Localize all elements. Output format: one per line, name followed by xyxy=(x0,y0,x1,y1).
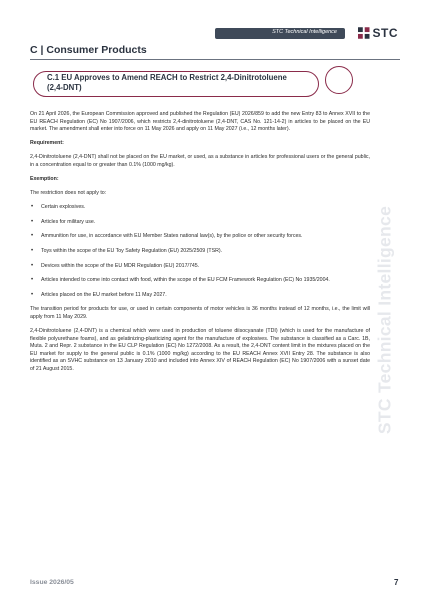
stc-logo xyxy=(358,25,398,41)
section-title: C | Consumer Products xyxy=(30,44,147,56)
background-paragraph: 2,4-Dinitrotoluene (2,4-DNT) is a chemical which were used in production of toluene diisocyanate (TDI) (which is used for the manufacture of flexible polyurethane foams), and as gelatinizing-plasticizing agent for the manufacture of explosives. The substance is classified as a Carc. 1B, Muta. 2 and Repr. 2 substance in the EU CLP Regulation (EC) No 1272/2008. As a result, the 2,4-DNT content limit in the mixtures placed on the EU market for supply to the general public is 0.1% (1000 mg/kg) according to the EU REACH Annex XVII Entry 28. The substance is also identified as an SVHC substance on 13 January 2010 and included into Annex XIV of REACH Regulation (EC) No 1907/2006 with a sunset date of 21 August 2015. xyxy=(30,328,370,373)
transition-paragraph: The transition period for products for use, or used in certain components of motor vehicles is 36 months instead of 12 months, i.e., the limit will apply from 11 May 2029. xyxy=(30,306,370,320)
list-item: • Certain explosives. xyxy=(30,204,370,212)
section-divider xyxy=(30,59,400,60)
requirement-paragraph: 2,4-Dinitrotoluene (2,4-DNT) shall not be placed on the EU market, or used, as a substance in articles for professional users or the general public, in a concentration equal to or greater than 0.1% (1000 mg/kg). xyxy=(30,154,370,168)
header-bar xyxy=(215,28,345,39)
exemption-list xyxy=(30,204,370,299)
page-number: 7 xyxy=(394,578,399,587)
side-watermark: STC Technical Intelligence xyxy=(374,205,395,435)
logo-text: STC xyxy=(372,26,398,40)
intro-paragraph: On 21 April 2026, the European Commission approved and published the Regulation (EU) 2026/859 to add the new Entry 83 to Annex XVII to the EU REACH Regulation (EC) No 1907/2006, which restricts 2,4-dinitrotoluene (2,4-DNT, CAS No. 121-14-2) in articles to be placed on the EU market. The amendment shall enter into force on 11 May 2026 and apply on 11 May 2027 (i.e., 12 months later). xyxy=(30,111,370,133)
header-tagline: STC Technical Intelligence xyxy=(272,29,337,35)
list-item: • Articles placed on the EU market before 11 May 2027. xyxy=(30,292,370,300)
exemption-intro: The restriction does not apply to: xyxy=(30,190,107,197)
article-title-box xyxy=(33,71,319,97)
article-body xyxy=(30,111,370,380)
stc-logo-icon xyxy=(358,27,370,39)
list-item: • Articles for military use. xyxy=(30,219,370,227)
list-item: • Toys within the scope of the EU Toy Safety Regulation (EU) 2025/2509 (TSR). xyxy=(30,248,370,256)
article-title-line-1: C.1 EU Approves to Amend REACH to Restrict 2,4-Dinitrotoluene xyxy=(47,73,287,82)
list-item: • Ammunition for use, in accordance with EU Member States national law(s), by the police or other security forces. xyxy=(30,233,370,241)
requirement-heading: Requirement: xyxy=(30,140,64,147)
list-item: • Devices within the scope of the EU MDR Regulation (EU) 2017/745. xyxy=(30,263,370,271)
list-item: • Articles intended to come into contact with food, within the scope of the EU FCM Framework Regulation (EC) No 1935/2004. xyxy=(30,277,370,285)
exemption-heading: Exemption: xyxy=(30,176,59,183)
article-title-line-2: (2,4-DNT) xyxy=(47,82,82,92)
issue-number: Issue 2026/05 xyxy=(30,579,74,586)
decorative-circle xyxy=(325,66,353,94)
